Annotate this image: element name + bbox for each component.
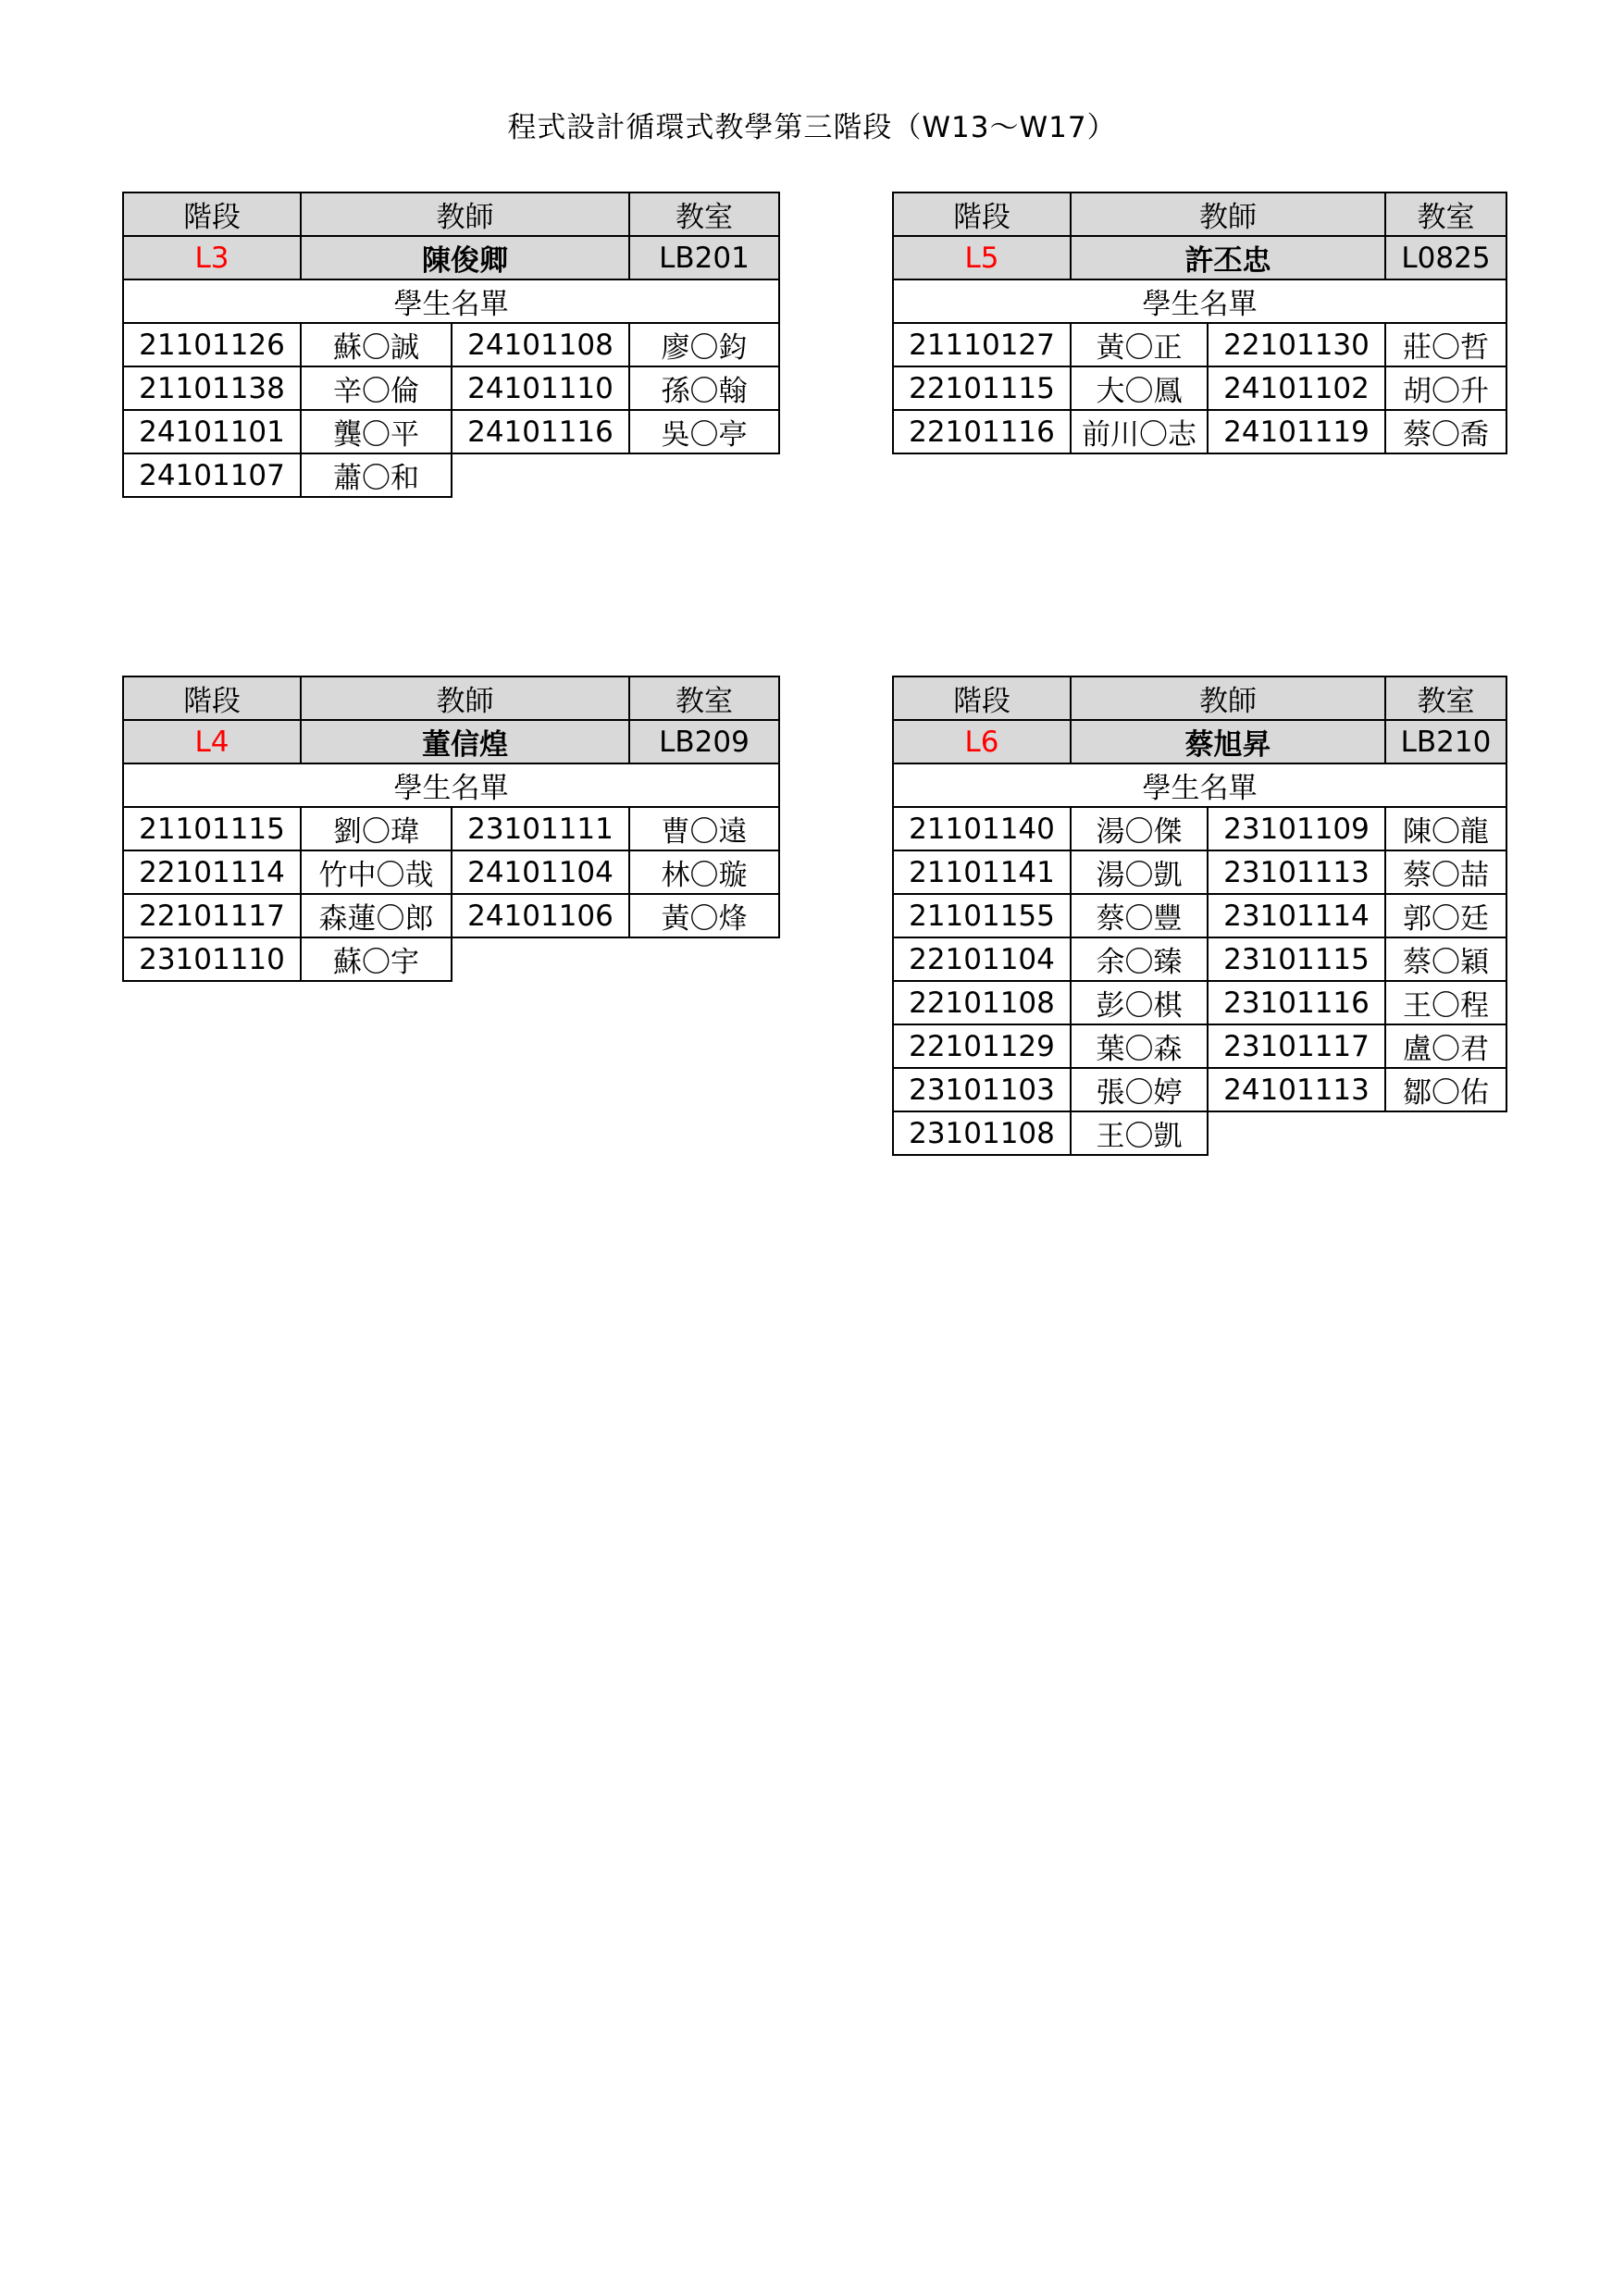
teacher-header: 教師 bbox=[301, 192, 629, 236]
student-id: 22101108 bbox=[893, 981, 1071, 1024]
student-row bbox=[123, 323, 779, 366]
student-id: 24101107 bbox=[123, 453, 301, 497]
student-name: 余〇臻 bbox=[1071, 937, 1208, 981]
student-name: 孫〇翰 bbox=[629, 366, 779, 410]
student-row bbox=[893, 937, 1506, 981]
student-list-heading-row bbox=[123, 279, 779, 323]
student-name: 蔡〇喬 bbox=[1385, 410, 1506, 453]
teacher-header: 教師 bbox=[301, 676, 629, 720]
level-header: 階段 bbox=[123, 676, 301, 720]
class-info-row bbox=[123, 720, 779, 763]
student-name: 湯〇傑 bbox=[1071, 807, 1208, 850]
room-value: L0825 bbox=[1385, 236, 1506, 279]
student-id: 23101109 bbox=[1208, 807, 1385, 850]
student-id: 21101138 bbox=[123, 366, 301, 410]
room-header: 教室 bbox=[629, 192, 779, 236]
student-row bbox=[123, 366, 779, 410]
student-name: 林〇璇 bbox=[629, 850, 779, 894]
room-header: 教室 bbox=[1385, 192, 1506, 236]
roster-table-l5 bbox=[892, 192, 1507, 454]
student-id: 23101103 bbox=[893, 1068, 1071, 1111]
student-name: 蔡〇穎 bbox=[1385, 937, 1506, 981]
student-id: 23101115 bbox=[1208, 937, 1385, 981]
level-header: 階段 bbox=[893, 676, 1071, 720]
student-name: 竹中〇哉 bbox=[301, 850, 452, 894]
header-row bbox=[893, 676, 1506, 720]
student-row bbox=[123, 850, 779, 894]
student-list-heading: 學生名單 bbox=[123, 279, 779, 323]
roster-table-l3 bbox=[122, 192, 780, 498]
student-name: 廖〇鈞 bbox=[629, 323, 779, 366]
level-header: 階段 bbox=[123, 192, 301, 236]
student-row bbox=[893, 366, 1506, 410]
teacher-header: 教師 bbox=[1071, 192, 1385, 236]
student-name: 盧〇君 bbox=[1385, 1024, 1506, 1068]
student-id: 23101114 bbox=[1208, 894, 1385, 937]
student-name: 鄒〇佑 bbox=[1385, 1068, 1506, 1111]
student-list-heading-row bbox=[123, 763, 779, 807]
student-id: 24101104 bbox=[452, 850, 629, 894]
student-name: 蘇〇宇 bbox=[301, 937, 452, 981]
student-name: 葉〇森 bbox=[1071, 1024, 1208, 1068]
room-value: LB201 bbox=[629, 236, 779, 279]
student-name: 張〇婷 bbox=[1071, 1068, 1208, 1111]
student-name: 大〇鳳 bbox=[1071, 366, 1208, 410]
student-name: 王〇凱 bbox=[1071, 1111, 1208, 1155]
student-name: 彭〇棋 bbox=[1071, 981, 1208, 1024]
student-list-heading: 學生名單 bbox=[893, 763, 1506, 807]
roster-table-l4 bbox=[122, 676, 780, 982]
student-id: 21110127 bbox=[893, 323, 1071, 366]
student-id: 22101130 bbox=[1208, 323, 1385, 366]
student-list-heading-row bbox=[893, 279, 1506, 323]
student-id: 23101116 bbox=[1208, 981, 1385, 1024]
header-row bbox=[893, 192, 1506, 236]
student-name: 黃〇烽 bbox=[629, 894, 779, 937]
student-name: 黃〇正 bbox=[1071, 323, 1208, 366]
student-list-heading-row bbox=[893, 763, 1506, 807]
student-name: 蔡〇豐 bbox=[1071, 894, 1208, 937]
student-id: 24101119 bbox=[1208, 410, 1385, 453]
student-id: 21101126 bbox=[123, 323, 301, 366]
student-name: 王〇程 bbox=[1385, 981, 1506, 1024]
student-id: 24101102 bbox=[1208, 366, 1385, 410]
student-name: 辛〇倫 bbox=[301, 366, 452, 410]
student-id: 22101115 bbox=[893, 366, 1071, 410]
student-row bbox=[893, 1111, 1506, 1155]
student-name: 湯〇凱 bbox=[1071, 850, 1208, 894]
level-value: L5 bbox=[893, 236, 1071, 279]
header-row bbox=[123, 192, 779, 236]
student-id: 24101106 bbox=[452, 894, 629, 937]
student-id: 23101117 bbox=[1208, 1024, 1385, 1068]
student-id: 22101129 bbox=[893, 1024, 1071, 1068]
class-info-row bbox=[893, 236, 1506, 279]
room-header: 教室 bbox=[1385, 676, 1506, 720]
level-header: 階段 bbox=[893, 192, 1071, 236]
student-row bbox=[893, 894, 1506, 937]
student-name: 莊〇哲 bbox=[1385, 323, 1506, 366]
student-id: 24101116 bbox=[452, 410, 629, 453]
student-id: 23101108 bbox=[893, 1111, 1071, 1155]
room-value: LB209 bbox=[629, 720, 779, 763]
level-value: L4 bbox=[123, 720, 301, 763]
student-row bbox=[123, 894, 779, 937]
student-row bbox=[893, 1068, 1506, 1111]
teacher-name: 董信煌 bbox=[301, 720, 629, 763]
student-id: 23101113 bbox=[1208, 850, 1385, 894]
teacher-header: 教師 bbox=[1071, 676, 1385, 720]
student-id: 24101110 bbox=[452, 366, 629, 410]
student-list-heading: 學生名單 bbox=[893, 279, 1506, 323]
student-id: 23101110 bbox=[123, 937, 301, 981]
roster-table-l6 bbox=[892, 676, 1507, 1156]
student-name: 曹〇遠 bbox=[629, 807, 779, 850]
student-row bbox=[123, 807, 779, 850]
student-name: 陳〇龍 bbox=[1385, 807, 1506, 850]
student-row bbox=[893, 981, 1506, 1024]
student-row bbox=[893, 850, 1506, 894]
student-id: 24101113 bbox=[1208, 1068, 1385, 1111]
header-row bbox=[123, 676, 779, 720]
level-value: L6 bbox=[893, 720, 1071, 763]
student-list-heading: 學生名單 bbox=[123, 763, 779, 807]
student-name: 劉〇瑋 bbox=[301, 807, 452, 850]
page-title: 程式設計循環式教學第三階段（W13～W17） bbox=[507, 111, 1117, 144]
teacher-name: 陳俊卿 bbox=[301, 236, 629, 279]
room-value: LB210 bbox=[1385, 720, 1506, 763]
student-id: 21101115 bbox=[123, 807, 301, 850]
student-id: 22101117 bbox=[123, 894, 301, 937]
student-name: 郭〇廷 bbox=[1385, 894, 1506, 937]
student-name: 森蓮〇郎 bbox=[301, 894, 452, 937]
student-name: 前川〇志 bbox=[1071, 410, 1208, 453]
class-info-row bbox=[893, 720, 1506, 763]
student-id: 22101104 bbox=[893, 937, 1071, 981]
student-row bbox=[123, 410, 779, 453]
student-id: 24101108 bbox=[452, 323, 629, 366]
student-row bbox=[893, 807, 1506, 850]
student-row bbox=[123, 453, 779, 497]
student-id: 21101141 bbox=[893, 850, 1071, 894]
student-name: 蔡〇喆 bbox=[1385, 850, 1506, 894]
student-id: 21101140 bbox=[893, 807, 1071, 850]
student-name: 龔〇平 bbox=[301, 410, 452, 453]
student-name: 蕭〇和 bbox=[301, 453, 452, 497]
student-row bbox=[893, 323, 1506, 366]
student-name: 胡〇升 bbox=[1385, 366, 1506, 410]
student-row bbox=[893, 1024, 1506, 1068]
student-id: 24101101 bbox=[123, 410, 301, 453]
student-id: 23101111 bbox=[452, 807, 629, 850]
level-value: L3 bbox=[123, 236, 301, 279]
student-id: 22101116 bbox=[893, 410, 1071, 453]
student-name: 蘇〇誠 bbox=[301, 323, 452, 366]
teacher-name: 許丕忠 bbox=[1071, 236, 1385, 279]
teacher-name: 蔡旭昇 bbox=[1071, 720, 1385, 763]
student-row bbox=[893, 410, 1506, 453]
class-info-row bbox=[123, 236, 779, 279]
student-id: 21101155 bbox=[893, 894, 1071, 937]
student-row bbox=[123, 937, 779, 981]
student-id: 22101114 bbox=[123, 850, 301, 894]
student-name: 吳〇亭 bbox=[629, 410, 779, 453]
room-header: 教室 bbox=[629, 676, 779, 720]
